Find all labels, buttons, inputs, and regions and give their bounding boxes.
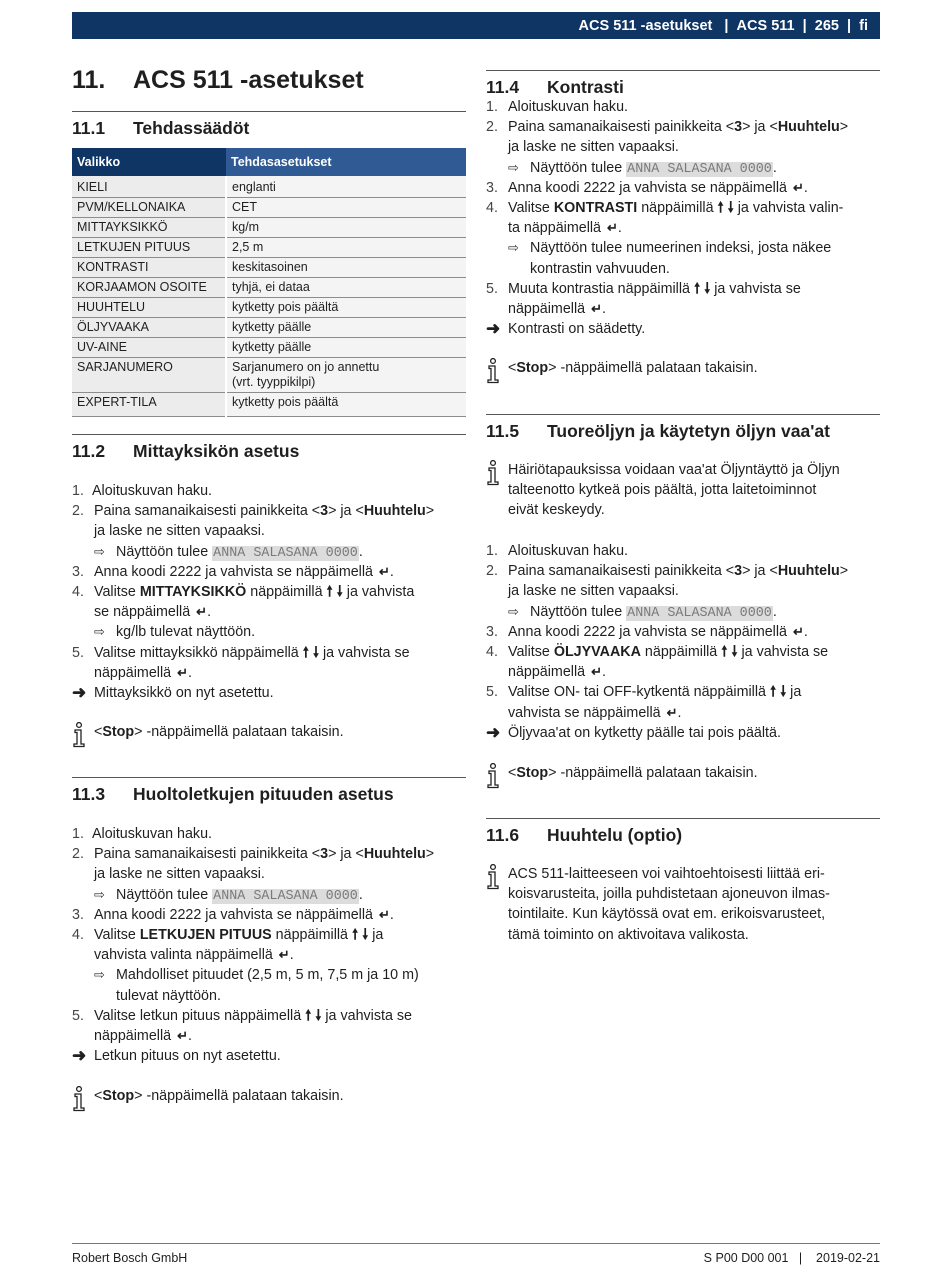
result-arrow-icon: ⇨ bbox=[508, 159, 519, 175]
step-number: 5. bbox=[72, 644, 84, 661]
step-4 bbox=[72, 582, 466, 602]
step-text: kontrastin vahvuuden. bbox=[530, 260, 670, 277]
section-title: Huoltoletkujen pituuden asetus bbox=[133, 784, 394, 804]
enter-key-icon: ↵ bbox=[378, 906, 390, 922]
info-line: ACS 511-laitteeseen voi vaihtoehtoisesti liittää eri- bbox=[508, 866, 825, 882]
step-number: 1. bbox=[72, 483, 84, 499]
step-text: ja laske ne sitten vapaaksi. bbox=[94, 523, 265, 540]
step-text: Näyttöön tulee numeerinen indeksi, josta näkee bbox=[530, 240, 832, 257]
step-number: 3. bbox=[72, 906, 84, 923]
table-cell: PVM/KELLONAIKA bbox=[72, 198, 226, 218]
info-text: <Stop> -näppäimellä palataan takaisin. bbox=[94, 1088, 344, 1104]
info-line: tointilaite. Kun käytössä ovat em. erikoisvarusteet, bbox=[508, 906, 826, 923]
table-cell: KIELI bbox=[72, 176, 226, 198]
enter-key-icon: ↵ bbox=[177, 1027, 188, 1043]
info-icon bbox=[486, 763, 500, 789]
enter-key-icon: ↵ bbox=[177, 664, 188, 680]
step-text: se näppäimellä ↵. bbox=[94, 602, 211, 622]
table-row bbox=[72, 176, 466, 198]
enter-key-icon: ↵ bbox=[278, 947, 290, 963]
info-text: <Stop> -näppäimellä palataan takaisin. bbox=[508, 765, 758, 781]
step-text: Näyttöön tulee ANNA SALASANA 0000. bbox=[530, 159, 777, 177]
table-cell: HUUHTELU bbox=[72, 298, 226, 318]
result-arrow-icon: ⇨ bbox=[94, 624, 105, 640]
step-text: vahvista se näppäimellä ↵. bbox=[508, 703, 681, 723]
step-3 bbox=[486, 622, 880, 642]
arrow-up-icon: 🠕 bbox=[302, 644, 309, 661]
section-heading-11-6 bbox=[486, 818, 880, 846]
enter-key-icon: ↵ bbox=[666, 704, 678, 720]
result-arrow-icon: ➜ bbox=[72, 1046, 87, 1066]
step-2 bbox=[486, 561, 880, 581]
step-2-cont bbox=[72, 864, 466, 884]
step-text: näppäimellä ↵. bbox=[94, 1026, 192, 1046]
table-row bbox=[72, 278, 466, 298]
page-header bbox=[72, 12, 880, 39]
info-line: koisvarusteita, joilla puhdistetaan ajoneuvon ilmas- bbox=[508, 886, 830, 903]
chapter-number: 11. bbox=[72, 66, 106, 94]
info-line: Häiriötapauksissa voidaan vaa'at Öljyntäyttö ja Öljyn bbox=[508, 462, 840, 478]
enter-key-icon: ↵ bbox=[196, 604, 208, 620]
result-text: Letkun pituus on nyt asetettu. bbox=[94, 1048, 281, 1065]
step-text: Anna koodi 2222 ja vahvista se näppäimellä ↵. bbox=[94, 905, 394, 925]
enter-key-icon: ↵ bbox=[378, 563, 390, 579]
arrow-down-icon: 🠗 bbox=[312, 644, 319, 661]
info-icon bbox=[486, 358, 500, 384]
step-text: Näyttöön tulee ANNA SALASANA 0000. bbox=[116, 543, 363, 561]
step-text: Mahdolliset pituudet (2,5 m, 5 m, 7,5 m ja 10 m) bbox=[116, 967, 419, 984]
enter-key-icon: ↵ bbox=[792, 179, 804, 195]
step-1 bbox=[72, 824, 466, 844]
step-text: ta näppäimellä ↵. bbox=[508, 218, 622, 238]
table-header-defaults: Tehdasasetukset bbox=[226, 148, 466, 176]
step-2-result bbox=[72, 885, 466, 905]
step-1 bbox=[486, 541, 880, 561]
step-text: Anna koodi 2222 ja vahvista se näppäimellä ↵. bbox=[508, 622, 808, 642]
step-text: Aloituskuvan haku. bbox=[92, 483, 213, 499]
step-5-cont bbox=[72, 663, 466, 683]
step-number: 2. bbox=[72, 503, 84, 520]
table-row bbox=[72, 238, 466, 258]
step-5-cont bbox=[486, 703, 880, 723]
info-line: eivät keskeydy. bbox=[508, 502, 605, 519]
arrow-up-icon: 🠕 bbox=[693, 280, 701, 297]
step-text: näppäimellä ↵. bbox=[508, 299, 606, 319]
table-cell: SARJANUMERO bbox=[72, 358, 226, 393]
step-4-cont bbox=[72, 945, 466, 965]
table-cell: tyhjä, ei dataa bbox=[226, 278, 466, 298]
arrow-up-icon: 🠕 bbox=[721, 643, 728, 660]
table-cell: ÖLJYVAAKA bbox=[72, 318, 226, 338]
table-row bbox=[72, 338, 466, 358]
step-text: Paina samanaikaisesti painikkeita <3> ja <Huuhtelu> bbox=[508, 563, 849, 580]
step-number: 1. bbox=[72, 826, 84, 842]
steps-11-2 bbox=[72, 481, 466, 703]
table-cell: 2,5 m bbox=[226, 238, 466, 258]
step-1 bbox=[72, 481, 466, 501]
section-heading-11-4 bbox=[486, 70, 880, 98]
step-4-result bbox=[486, 238, 880, 258]
arrow-down-icon: 🠗 bbox=[704, 280, 711, 297]
table-row bbox=[72, 358, 466, 393]
serial-text: Sarjanumero on jo annettu bbox=[232, 360, 380, 374]
step-text: Valitse ÖLJYVAAKA näppäimillä 🠕 🠗 ja vahvista se bbox=[508, 643, 829, 660]
result-arrow-icon: ⇨ bbox=[94, 886, 105, 902]
arrow-down-icon: 🠗 bbox=[362, 926, 369, 943]
step-text: Valitse MITTAYKSIKKÖ näppäimillä 🠕 🠗 ja vahvista bbox=[94, 583, 415, 600]
step-text: tulevat näyttöön. bbox=[116, 987, 221, 1004]
step-2-cont bbox=[72, 521, 466, 541]
final-result bbox=[486, 723, 880, 743]
table-cell: EXPERT-TILA bbox=[72, 393, 226, 417]
step-number: 5. bbox=[486, 684, 498, 701]
table-row bbox=[72, 298, 466, 318]
section-heading-11-3 bbox=[72, 777, 466, 805]
display-code: ANNA SALASANA 0000 bbox=[213, 545, 358, 561]
info-line: tämä toiminto on aktivoitava valikosta. bbox=[508, 926, 749, 943]
step-number: 2. bbox=[72, 846, 84, 863]
step-text: Aloituskuvan haku. bbox=[508, 99, 629, 115]
section-title: Kontrasti bbox=[547, 77, 624, 97]
table-cell: kg/m bbox=[226, 218, 466, 238]
step-text: näppäimellä ↵. bbox=[508, 662, 606, 682]
section-title: Huuhtelu (optio) bbox=[547, 825, 683, 845]
step-number: 1. bbox=[486, 543, 498, 559]
arrow-down-icon: 🠗 bbox=[315, 1007, 322, 1024]
info-text bbox=[508, 864, 830, 945]
step-number: 4. bbox=[486, 199, 498, 216]
step-4-result-cont bbox=[486, 259, 880, 279]
result-arrow-icon: ➜ bbox=[486, 722, 501, 742]
step-text: ja laske ne sitten vapaaksi. bbox=[508, 139, 679, 156]
step-4-cont bbox=[72, 602, 466, 622]
section-heading-11-1 bbox=[72, 111, 466, 139]
result-arrow-icon: ⇨ bbox=[508, 240, 519, 256]
table-cell bbox=[226, 358, 466, 393]
arrow-down-icon: 🠗 bbox=[780, 684, 787, 701]
result-text: Öljyvaa'at on kytketty päälle tai pois päältä. bbox=[508, 724, 781, 741]
factory-settings-table bbox=[72, 148, 466, 417]
section-number: 11.2 bbox=[72, 441, 106, 461]
step-text: ja laske ne sitten vapaaksi. bbox=[508, 583, 679, 600]
step-4-result-cont bbox=[72, 986, 466, 1006]
result-text: Kontrasti on säädetty. bbox=[508, 321, 646, 338]
step-text: Anna koodi 2222 ja vahvista se näppäimellä ↵. bbox=[94, 562, 394, 582]
table-cell: UV-AINE bbox=[72, 338, 226, 358]
table-cell: KONTRASTI bbox=[72, 258, 226, 278]
result-arrow-icon: ➜ bbox=[72, 682, 87, 702]
arrow-down-icon: 🠗 bbox=[727, 199, 734, 216]
step-2 bbox=[72, 844, 466, 864]
header-model: ACS 511 bbox=[736, 17, 795, 34]
steps-11-3 bbox=[72, 824, 466, 1066]
arrow-down-icon: 🠗 bbox=[731, 643, 738, 660]
table-cell: LETKUJEN PITUUS bbox=[72, 238, 226, 258]
info-icon bbox=[486, 864, 500, 890]
enter-key-icon: ↵ bbox=[591, 664, 602, 680]
section-title: Mittayksikön asetus bbox=[133, 441, 300, 461]
result-arrow-icon: ⇨ bbox=[94, 967, 105, 983]
footer-date: 2019-02-21 bbox=[816, 1251, 880, 1265]
table-cell: kytketty pois päältä bbox=[226, 393, 466, 417]
display-code: ANNA SALASANA 0000 bbox=[627, 161, 772, 177]
step-number: 1. bbox=[486, 99, 498, 115]
step-2 bbox=[72, 501, 466, 521]
step-text: kg/lb tulevat näyttöön. bbox=[116, 624, 256, 641]
step-text: vahvista valinta näppäimellä ↵. bbox=[94, 945, 294, 965]
table-cell: englanti bbox=[226, 176, 466, 198]
step-2-result bbox=[486, 602, 880, 622]
step-4-result bbox=[72, 965, 466, 985]
info-text: <Stop> -näppäimellä palataan takaisin. bbox=[508, 360, 758, 376]
header-sep: | bbox=[838, 17, 860, 34]
step-text: Paina samanaikaisesti painikkeita <3> ja <Huuhtelu> bbox=[508, 119, 849, 136]
info-text bbox=[508, 460, 840, 521]
section-number: 11.3 bbox=[72, 784, 106, 804]
step-5 bbox=[72, 1006, 466, 1026]
step-2-result bbox=[486, 158, 880, 178]
result-text: Mittayksikkö on nyt asetettu. bbox=[94, 684, 274, 701]
step-text: Paina samanaikaisesti painikkeita <3> ja <Huuhtelu> bbox=[94, 503, 435, 520]
table-header-row bbox=[72, 148, 466, 176]
step-text: Valitse ON- tai OFF-kytkentä näppäimillä 🠕 🠗 ja bbox=[508, 684, 802, 701]
step-number: 3. bbox=[486, 623, 498, 640]
table-cell: kytketty päälle bbox=[226, 338, 466, 358]
info-icon bbox=[72, 1086, 86, 1112]
table-cell: keskitasoinen bbox=[226, 258, 466, 278]
table-row bbox=[72, 198, 466, 218]
info-icon bbox=[72, 722, 86, 748]
step-text: Anna koodi 2222 ja vahvista se näppäimellä ↵. bbox=[508, 178, 808, 198]
step-3 bbox=[72, 562, 466, 582]
step-4 bbox=[72, 925, 466, 945]
display-code: ANNA SALASANA 0000 bbox=[627, 605, 772, 621]
info-text: <Stop> -näppäimellä palataan takaisin. bbox=[94, 724, 344, 740]
step-2-cont bbox=[486, 137, 880, 157]
section-number: 11.5 bbox=[486, 421, 520, 441]
step-1 bbox=[486, 97, 880, 117]
serial-note: (vrt. tyyppikilpi) bbox=[232, 375, 316, 389]
chapter-title-text: ACS 511 -asetukset bbox=[133, 66, 364, 94]
section-number: 11.1 bbox=[72, 118, 106, 138]
step-text: Muuta kontrastia näppäimillä 🠕 🠗 ja vahvista se bbox=[508, 280, 801, 297]
step-5-cont bbox=[72, 1026, 466, 1046]
step-number: 4. bbox=[486, 643, 498, 660]
step-3 bbox=[486, 178, 880, 198]
step-2-result bbox=[72, 542, 466, 562]
header-page: 265 bbox=[814, 17, 839, 34]
table-row bbox=[72, 258, 466, 278]
header-lang: fi bbox=[859, 17, 868, 34]
arrow-up-icon: 🠕 bbox=[717, 199, 724, 216]
arrow-up-icon: 🠕 bbox=[769, 684, 777, 701]
step-text: Valitse LETKUJEN PITUUS näppäimillä 🠕 🠗 ja bbox=[94, 926, 384, 943]
result-arrow-icon: ➜ bbox=[486, 319, 501, 339]
step-5-cont bbox=[486, 299, 880, 319]
step-text: Aloituskuvan haku. bbox=[508, 543, 629, 559]
step-text: Valitse mittayksikkö näppäimellä 🠕 🠗 ja vahvista se bbox=[94, 644, 410, 661]
step-text: Aloituskuvan haku. bbox=[92, 826, 213, 842]
table-row bbox=[72, 393, 466, 417]
step-text: Paina samanaikaisesti painikkeita <3> ja <Huuhtelu> bbox=[94, 846, 435, 863]
step-2-cont bbox=[486, 581, 880, 601]
table-cell: KORJAAMON OSOITE bbox=[72, 278, 226, 298]
display-code: ANNA SALASANA 0000 bbox=[213, 888, 358, 904]
arrow-up-icon: 🠕 bbox=[326, 583, 333, 600]
step-number: 3. bbox=[72, 563, 84, 580]
step-number: 4. bbox=[72, 583, 84, 600]
arrow-down-icon: 🠗 bbox=[336, 583, 343, 600]
chapter-title bbox=[72, 66, 364, 95]
step-text: Valitse KONTRASTI näppäimillä 🠕 🠗 ja vahvista valin- bbox=[508, 199, 844, 216]
step-number: 4. bbox=[72, 926, 84, 943]
footer-docnum: S P00 D00 001 bbox=[703, 1251, 789, 1265]
step-2 bbox=[486, 117, 880, 137]
step-text: Näyttöön tulee ANNA SALASANA 0000. bbox=[530, 603, 777, 621]
header-sep: | bbox=[794, 17, 815, 34]
footer-sep: | bbox=[798, 1251, 803, 1265]
footer-meta bbox=[704, 1251, 880, 1265]
section-heading-11-5 bbox=[486, 414, 880, 442]
step-4-cont bbox=[486, 218, 880, 238]
table-row bbox=[72, 318, 466, 338]
step-number: 3. bbox=[486, 179, 498, 196]
final-result bbox=[72, 1046, 466, 1066]
step-4-result bbox=[72, 622, 466, 642]
info-icon bbox=[486, 460, 500, 486]
step-number: 2. bbox=[486, 119, 498, 136]
section-title: Tehdassäädöt bbox=[133, 118, 250, 138]
step-5 bbox=[72, 643, 466, 663]
step-4-cont bbox=[486, 662, 880, 682]
table-cell: MITTAYKSIKKÖ bbox=[72, 218, 226, 238]
table-cell: CET bbox=[226, 198, 466, 218]
section-number: 11.6 bbox=[486, 825, 520, 845]
result-arrow-icon: ⇨ bbox=[508, 603, 519, 619]
step-number: 2. bbox=[486, 563, 498, 580]
table-cell: kytketty päälle bbox=[226, 318, 466, 338]
final-result bbox=[72, 683, 466, 703]
info-line: talteenotto kytkeä pois päältä, jotta laitetoiminnot bbox=[508, 482, 817, 499]
footer-company: Robert Bosch GmbH bbox=[72, 1251, 188, 1265]
step-5 bbox=[486, 682, 880, 702]
step-4 bbox=[486, 642, 880, 662]
table-cell: kytketty pois päältä bbox=[226, 298, 466, 318]
step-number: 5. bbox=[72, 1007, 84, 1024]
step-text: näppäimellä ↵. bbox=[94, 663, 192, 683]
final-result bbox=[486, 319, 880, 339]
step-5 bbox=[486, 279, 880, 299]
header-section: ACS 511 -asetukset bbox=[578, 17, 713, 34]
arrow-up-icon: 🠕 bbox=[351, 926, 359, 943]
enter-key-icon: ↵ bbox=[606, 220, 618, 236]
enter-key-icon: ↵ bbox=[792, 623, 804, 639]
step-text: Valitse letkun pituus näppäimellä 🠕 🠗 ja vahvista se bbox=[94, 1007, 412, 1024]
step-number: 5. bbox=[486, 280, 498, 297]
step-3 bbox=[72, 905, 466, 925]
result-arrow-icon: ⇨ bbox=[94, 543, 105, 559]
step-4 bbox=[486, 198, 880, 218]
header-sep: | bbox=[712, 17, 737, 34]
arrow-up-icon: 🠕 bbox=[305, 1007, 312, 1024]
section-title: Tuoreöljyn ja käytetyn öljyn vaa'at bbox=[547, 421, 830, 441]
steps-11-5 bbox=[486, 541, 880, 743]
step-text: ja laske ne sitten vapaaksi. bbox=[94, 866, 265, 883]
section-heading-11-2 bbox=[72, 434, 466, 462]
step-text: Näyttöön tulee ANNA SALASANA 0000. bbox=[116, 886, 363, 904]
steps-11-4 bbox=[486, 97, 880, 339]
section-number: 11.4 bbox=[486, 77, 520, 97]
table-header-menu: Valikko bbox=[72, 148, 226, 176]
footer-divider bbox=[72, 1243, 880, 1244]
enter-key-icon: ↵ bbox=[591, 300, 602, 316]
table-row bbox=[72, 218, 466, 238]
